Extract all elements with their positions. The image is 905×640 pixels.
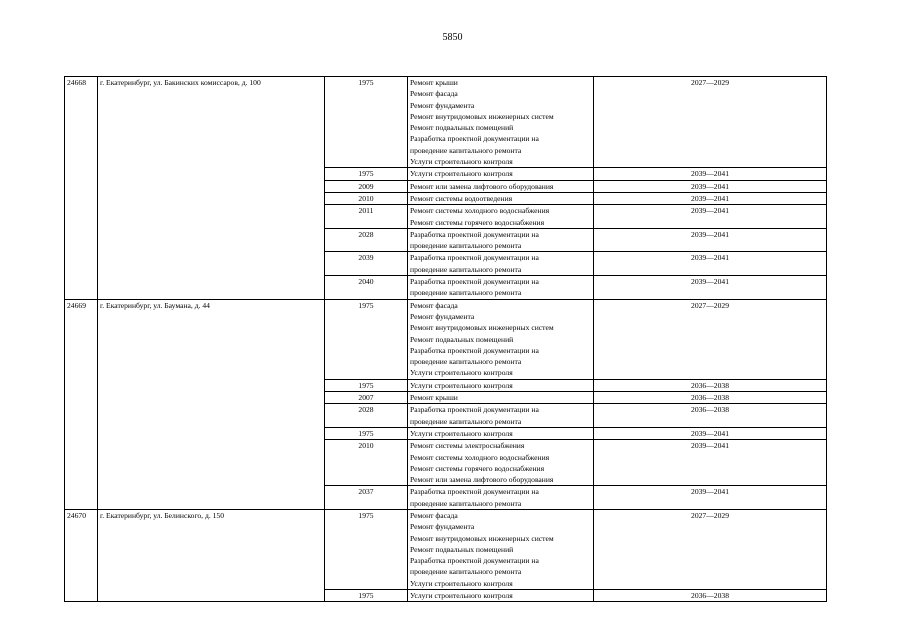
work-item: проведение капитального ремонта bbox=[410, 416, 522, 426]
planned-period: 2036—2038 bbox=[594, 379, 827, 391]
work-types bbox=[408, 192, 594, 204]
work-item: Ремонт подвальных помещений bbox=[410, 334, 514, 344]
planned-period: 2039—2041 bbox=[594, 228, 827, 252]
building-address: г. Екатеринбург, ул. Бакинских комиссаров, д. 100 bbox=[98, 77, 325, 300]
planned-period: 2027—2029 bbox=[594, 77, 827, 168]
work-item: проведение капитального ремонта bbox=[410, 498, 522, 508]
planned-period: 2039—2041 bbox=[594, 427, 827, 439]
work-item: Ремонт или замена лифтового оборудования bbox=[410, 475, 554, 485]
work-types bbox=[408, 427, 594, 439]
work-item: Ремонт подвальных помещений bbox=[410, 544, 514, 554]
work-item: Ремонт системы водоотведения bbox=[410, 193, 513, 203]
work-item: Разработка проектной документации на bbox=[410, 487, 539, 497]
work-item: Разработка проектной документации на bbox=[410, 345, 539, 355]
work-item: Ремонт внутридомовых инженерных систем bbox=[410, 323, 554, 333]
work-item: Разработка проектной документации на bbox=[410, 277, 539, 287]
planned-period: 2039—2041 bbox=[594, 252, 827, 276]
work-item: проведение капитального ремонта bbox=[410, 145, 522, 155]
work-types bbox=[408, 252, 594, 276]
work-types bbox=[408, 440, 594, 486]
work-item: Ремонт системы горячего водоснабжения bbox=[410, 463, 545, 473]
commission-year: 2010 bbox=[325, 192, 408, 204]
table-row bbox=[65, 509, 827, 589]
work-item: Услуги строительного контроля bbox=[410, 591, 513, 601]
commission-year: 1975 bbox=[325, 590, 408, 602]
work-types bbox=[408, 180, 594, 192]
planned-period: 2039—2041 bbox=[594, 180, 827, 192]
work-types bbox=[408, 392, 594, 404]
work-item: Разработка проектной документации на bbox=[410, 229, 539, 239]
work-item: Ремонт фасада bbox=[410, 300, 458, 310]
table-row bbox=[65, 77, 827, 168]
commission-year: 1975 bbox=[325, 77, 408, 168]
work-item: Ремонт крыши bbox=[410, 393, 458, 403]
work-types bbox=[408, 77, 594, 168]
work-item: Услуги строительного контроля bbox=[410, 380, 513, 390]
work-item: Ремонт системы горячего водоснабжения bbox=[410, 217, 545, 227]
work-item: Ремонт внутридомовых инженерных систем bbox=[410, 111, 554, 121]
planned-period: 2036—2038 bbox=[594, 590, 827, 602]
commission-year: 1975 bbox=[325, 168, 408, 180]
commission-year: 2010 bbox=[325, 440, 408, 486]
work-types bbox=[408, 205, 594, 229]
commission-year: 2039 bbox=[325, 252, 408, 276]
work-types bbox=[408, 379, 594, 391]
commission-year: 2037 bbox=[325, 486, 408, 510]
commission-year: 1975 bbox=[325, 379, 408, 391]
work-item: проведение капитального ремонта bbox=[410, 264, 522, 274]
work-types bbox=[408, 299, 594, 379]
work-item: Разработка проектной документации на bbox=[410, 134, 539, 144]
work-item: Ремонт крыши bbox=[410, 78, 458, 87]
work-item: Услуги строительного контроля bbox=[410, 169, 513, 179]
work-item: Услуги строительного контроля bbox=[410, 428, 513, 438]
planned-period: 2039—2041 bbox=[594, 192, 827, 204]
work-item: проведение капитального ремонта bbox=[410, 288, 522, 298]
work-types bbox=[408, 404, 594, 428]
work-item: Ремонт фундамента bbox=[410, 522, 475, 532]
work-item: Ремонт фасада bbox=[410, 510, 458, 520]
page-number: 5850 bbox=[442, 32, 463, 43]
building-id: 24668 bbox=[65, 77, 98, 300]
work-item: Ремонт подвальных помещений bbox=[410, 123, 514, 133]
work-item: Ремонт фасада bbox=[410, 89, 458, 99]
planned-period: 2036—2038 bbox=[594, 404, 827, 428]
building-id: 24670 bbox=[65, 509, 98, 601]
work-item: Услуги строительного контроля bbox=[410, 157, 513, 167]
planned-period: 2039—2041 bbox=[594, 440, 827, 486]
commission-year: 2011 bbox=[325, 205, 408, 229]
work-item: Ремонт системы холодного водоснабжения bbox=[410, 206, 550, 216]
work-item: Разработка проектной документации на bbox=[410, 253, 539, 263]
work-item: Ремонт внутридомовых инженерных систем bbox=[410, 533, 554, 543]
work-item: Ремонт или замена лифтового оборудования bbox=[410, 181, 554, 191]
work-item: Услуги строительного контроля bbox=[410, 368, 513, 378]
repair-schedule-table bbox=[64, 76, 827, 602]
planned-period: 2039—2041 bbox=[594, 486, 827, 510]
work-item: проведение капитального ремонта bbox=[410, 357, 522, 367]
table-row bbox=[65, 299, 827, 379]
work-types bbox=[408, 590, 594, 602]
commission-year: 1975 bbox=[325, 509, 408, 589]
building-id: 24669 bbox=[65, 299, 98, 509]
work-types bbox=[408, 509, 594, 589]
building-address: г. Екатеринбург, ул. Баумана, д. 44 bbox=[98, 299, 325, 509]
work-types bbox=[408, 228, 594, 252]
building-address: г. Екатеринбург, ул. Белинского, д. 150 bbox=[98, 509, 325, 601]
planned-period: 2036—2038 bbox=[594, 392, 827, 404]
planned-period: 2027—2029 bbox=[594, 509, 827, 589]
work-item: Услуги строительного контроля bbox=[410, 578, 513, 588]
work-item: Ремонт системы холодного водоснабжения bbox=[410, 452, 550, 462]
work-item: Ремонт фундамента bbox=[410, 311, 475, 321]
commission-year: 1975 bbox=[325, 427, 408, 439]
commission-year: 2009 bbox=[325, 180, 408, 192]
commission-year: 2028 bbox=[325, 228, 408, 252]
work-item: Ремонт фундамента bbox=[410, 100, 475, 110]
planned-period: 2039—2041 bbox=[594, 276, 827, 300]
work-types bbox=[408, 486, 594, 510]
planned-period: 2039—2041 bbox=[594, 205, 827, 229]
work-types bbox=[408, 168, 594, 180]
work-item: Ремонт системы электроснабжения bbox=[410, 441, 525, 451]
commission-year: 1975 bbox=[325, 299, 408, 379]
work-item: проведение капитального ремонта bbox=[410, 241, 522, 251]
commission-year: 2028 bbox=[325, 404, 408, 428]
work-types bbox=[408, 276, 594, 300]
commission-year: 2040 bbox=[325, 276, 408, 300]
planned-period: 2027—2029 bbox=[594, 299, 827, 379]
commission-year: 2007 bbox=[325, 392, 408, 404]
work-item: Разработка проектной документации на bbox=[410, 556, 539, 566]
work-item: проведение капитального ремонта bbox=[410, 567, 522, 577]
work-item: Разработка проектной документации на bbox=[410, 405, 539, 415]
planned-period: 2039—2041 bbox=[594, 168, 827, 180]
